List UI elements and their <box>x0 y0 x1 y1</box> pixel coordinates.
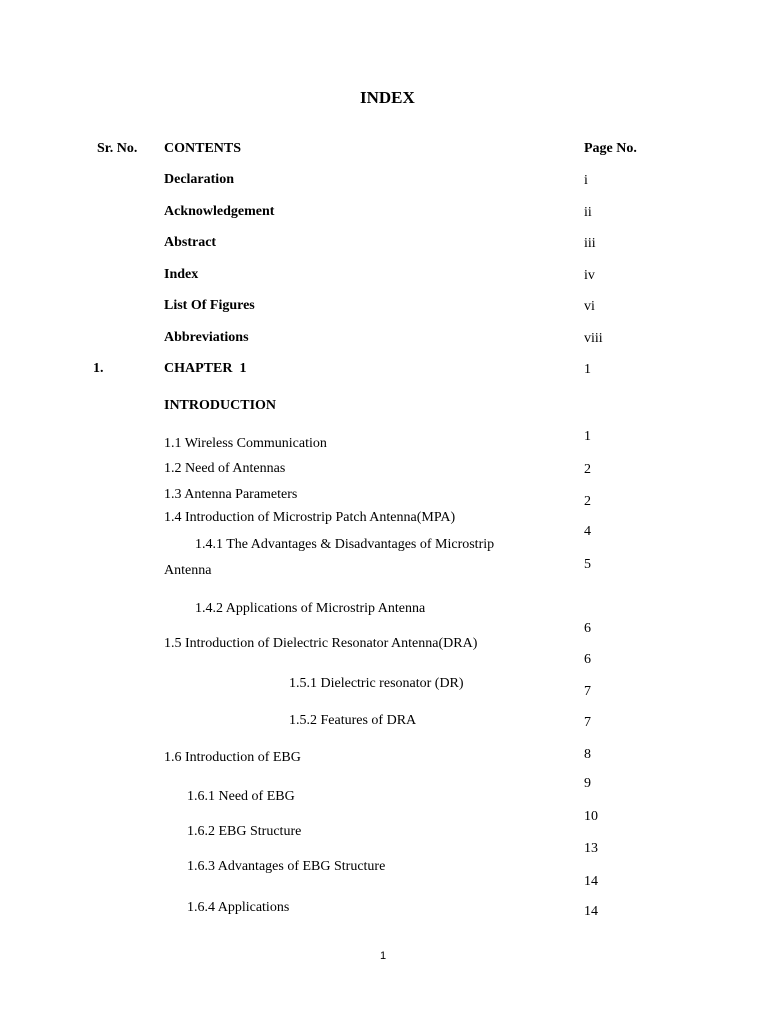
page-number: 2 <box>584 494 591 509</box>
chapter-label: CHAPTER 1 <box>164 361 247 376</box>
front-matter-label: Abstract <box>164 235 217 250</box>
chapter-page: 1 <box>584 362 591 377</box>
section-entry: 1.5.2 Features of DRA <box>289 713 417 728</box>
header-page-no: Page No. <box>584 141 637 156</box>
section-entry: 1.6.3 Advantages of EBG Structure <box>187 859 386 874</box>
front-matter-label: List Of Figures <box>164 298 255 313</box>
section-entry: 1.4.2 Applications of Microstrip Antenna <box>195 601 426 616</box>
page-number: 6 <box>584 621 591 636</box>
page-number: 4 <box>584 524 591 539</box>
front-matter-label: Acknowledgement <box>164 204 275 219</box>
page-title: INDEX <box>360 88 415 107</box>
chapter-subtitle: INTRODUCTION <box>164 398 277 413</box>
section-entry: 1.3 Antenna Parameters <box>164 487 298 502</box>
section-entry: 1.2 Need of Antennas <box>164 461 286 476</box>
front-matter-page: iv <box>584 268 595 283</box>
chapter-sr-no: 1. <box>93 361 104 376</box>
front-matter-page: iii <box>584 236 596 251</box>
front-matter-label: Declaration <box>164 172 234 187</box>
page-number: 1 <box>584 429 591 444</box>
section-entry: 1.4.1 The Advantages & Disadvantages of Microstrip <box>195 537 495 552</box>
section-entry: 1.5 Introduction of Dielectric Resonator Antenna(DRA) <box>164 636 478 651</box>
section-entry: 1.4 Introduction of Microstrip Patch Antenna(MPA) <box>164 510 456 525</box>
section-entry: 1.5.1 Dielectric resonator (DR) <box>289 676 464 691</box>
page-number: 7 <box>584 684 591 699</box>
page-number: 7 <box>584 715 591 730</box>
page-number: 6 <box>584 652 591 667</box>
section-entry: 1.6.2 EBG Structure <box>187 824 302 839</box>
section-entry: 1.1 Wireless Communication <box>164 436 327 451</box>
section-entry-continued: Antenna <box>164 563 212 578</box>
footer-page-number: 1 <box>380 950 387 962</box>
section-entry: 1.6 Introduction of EBG <box>164 750 301 765</box>
section-entry: 1.6.1 Need of EBG <box>187 789 295 804</box>
header-sr-no: Sr. No. <box>97 141 138 156</box>
front-matter-page: ii <box>584 205 592 220</box>
page-number: 5 <box>584 557 591 572</box>
front-matter-label: Abbreviations <box>164 330 249 345</box>
page-number: 14 <box>584 874 598 889</box>
page-number: 14 <box>584 904 598 919</box>
front-matter-page: vi <box>584 299 595 314</box>
front-matter-page: i <box>584 173 588 188</box>
front-matter-page: viii <box>584 331 603 346</box>
front-matter-label: Index <box>164 267 199 282</box>
page-number: 13 <box>584 841 598 856</box>
page-number: 8 <box>584 747 591 762</box>
page-number: 2 <box>584 462 591 477</box>
header-contents: CONTENTS <box>164 141 242 156</box>
page-number: 10 <box>584 809 598 824</box>
page-number: 9 <box>584 776 591 791</box>
section-entry: 1.6.4 Applications <box>187 900 290 915</box>
